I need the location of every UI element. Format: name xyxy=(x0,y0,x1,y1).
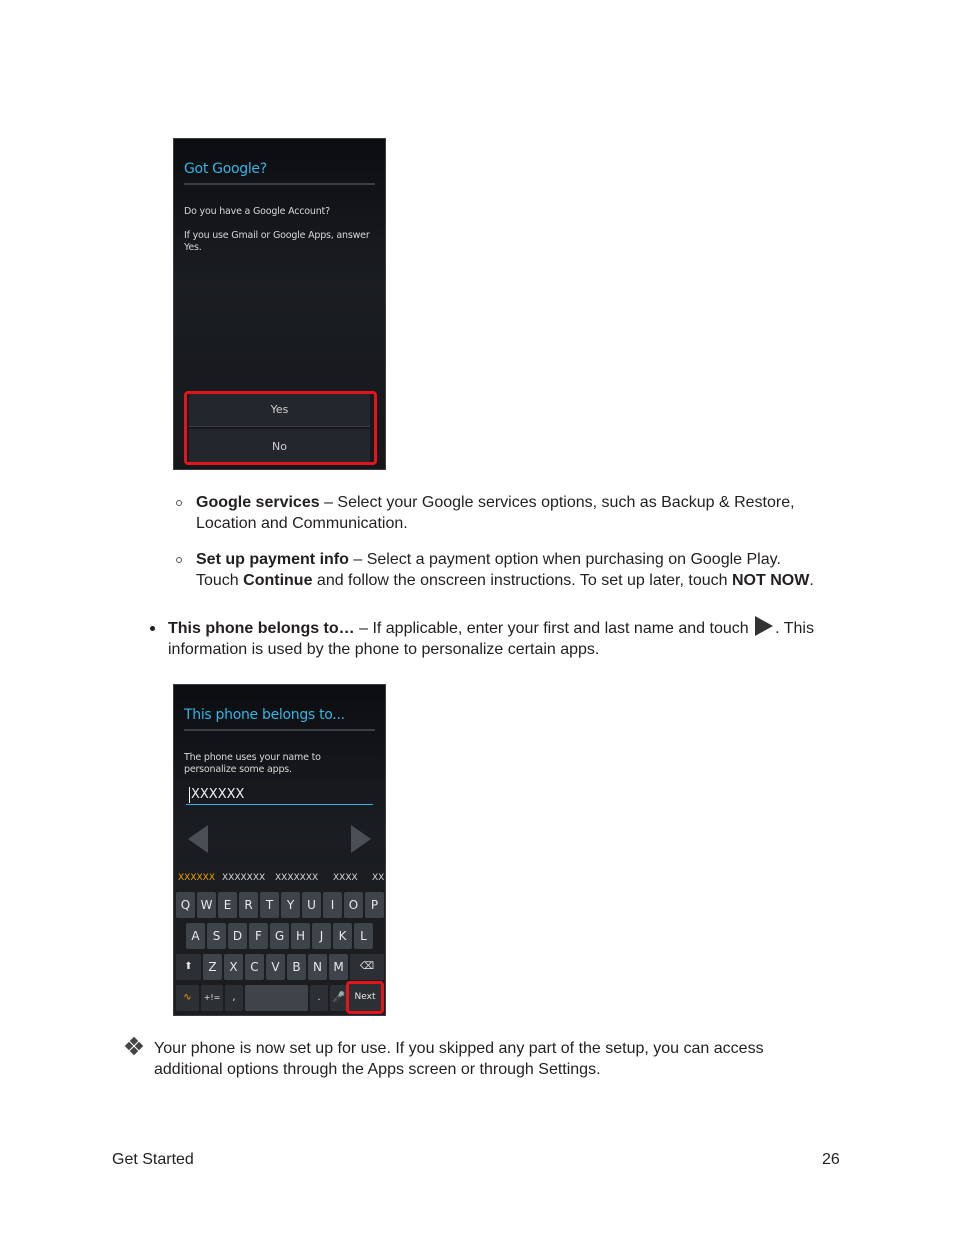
bullet-payment-info xyxy=(196,549,846,591)
key[interactable]: U xyxy=(302,892,321,918)
period-key[interactable]: . xyxy=(310,985,328,1011)
key-row-2 xyxy=(174,920,385,951)
back-arrow-icon[interactable] xyxy=(188,825,208,853)
question-text: Do you have a Google Account? xyxy=(184,206,330,217)
shift-key-icon[interactable]: ⬆ xyxy=(176,954,201,980)
key[interactable]: V xyxy=(266,954,285,980)
key[interactable]: Z xyxy=(203,954,222,980)
microphone-key-icon[interactable]: 🎤 xyxy=(330,985,348,1011)
key[interactable]: A xyxy=(186,923,205,949)
suggestion-bar xyxy=(174,867,385,889)
screen-title: This phone belongs to... xyxy=(184,707,345,723)
description-text: The phone uses your name to personalize some apps. xyxy=(184,752,321,775)
key[interactable]: D xyxy=(228,923,247,949)
backspace-key-icon[interactable]: ⌫ xyxy=(350,954,384,980)
bullet-text: . xyxy=(809,572,814,589)
footer-section: Get Started xyxy=(112,1151,194,1168)
key[interactable]: O xyxy=(344,892,363,918)
swype-key-icon[interactable]: ∿ xyxy=(176,985,199,1011)
key[interactable]: B xyxy=(287,954,306,980)
highlight-box xyxy=(184,391,377,465)
hint-text: If you use Gmail or Google Apps, answer Yes. xyxy=(184,230,370,253)
key[interactable]: F xyxy=(249,923,268,949)
title-divider xyxy=(184,729,375,731)
bullet-text: – Select a payment option when purchasing on Google Play. xyxy=(348,551,781,568)
key[interactable]: C xyxy=(245,954,264,980)
symbols-key[interactable]: +!= xyxy=(201,985,223,1011)
bullet-term: Set up payment info xyxy=(196,551,349,568)
bullet-text: . This information is used by the phone to personalize certain apps. xyxy=(168,620,814,658)
key[interactable]: L xyxy=(354,923,373,949)
suggestion-item[interactable]: XXXXXXX xyxy=(275,873,319,883)
key[interactable]: E xyxy=(218,892,237,918)
key[interactable]: N xyxy=(308,954,327,980)
dot-bullet xyxy=(150,626,155,631)
name-input[interactable]: XXXXXX xyxy=(186,785,373,805)
key[interactable]: W xyxy=(197,892,216,918)
bullet-term: Google services xyxy=(196,494,320,511)
bullet-term: This phone belongs to… xyxy=(168,620,355,637)
keyboard xyxy=(174,867,385,1015)
diamonds-bullet-icon xyxy=(126,1038,143,1055)
bullet-google-services xyxy=(196,492,836,534)
key-row-3 xyxy=(174,951,385,982)
not-now-term: NOT NOW xyxy=(731,572,810,589)
no-button[interactable]: No xyxy=(189,429,370,464)
next-arrow-icon xyxy=(755,616,773,636)
key[interactable]: I xyxy=(323,892,342,918)
bullet-phone-belongs xyxy=(168,616,848,660)
key[interactable]: M xyxy=(329,954,348,980)
suggestion-item[interactable]: XXXXXXX xyxy=(222,873,266,883)
page-number: 26 xyxy=(822,1151,840,1168)
final-note: Your phone is now set up for use. If you skipped any part of the setup, you can access additional options through the Apps screen or through Settings. xyxy=(154,1040,764,1078)
key-row-1 xyxy=(174,889,385,920)
key[interactable]: G xyxy=(270,923,289,949)
title-divider xyxy=(184,183,375,185)
bullet-text: – If applicable, enter your first and last name and touch xyxy=(354,620,754,637)
key[interactable]: K xyxy=(333,923,352,949)
key[interactable]: T xyxy=(260,892,279,918)
got-google-screenshot xyxy=(173,138,386,470)
circle-bullet xyxy=(176,557,182,563)
comma-key[interactable]: , xyxy=(225,985,243,1011)
key[interactable]: Y xyxy=(281,892,300,918)
circle-bullet xyxy=(176,500,182,506)
phone-belongs-screenshot xyxy=(173,684,386,1016)
bullet-text: Touch xyxy=(196,572,244,589)
yes-button[interactable]: Yes xyxy=(189,392,370,427)
bullet-text: – Select your Google services options, such as Backup & Restore, Location and Communication. xyxy=(196,494,795,532)
bullet-text: and follow the onscreen instructions. To set up later, touch xyxy=(312,572,732,589)
screen-title: Got Google? xyxy=(184,161,267,177)
suggestion-item[interactable]: XXXX xyxy=(333,873,358,883)
key[interactable]: S xyxy=(207,923,226,949)
key[interactable]: P xyxy=(365,892,384,918)
key[interactable]: J xyxy=(312,923,331,949)
key[interactable]: R xyxy=(239,892,258,918)
continue-term: Continue xyxy=(243,572,313,589)
suggestion-item[interactable]: XXXXXX xyxy=(178,873,215,883)
next-key[interactable]: Next xyxy=(346,981,384,1014)
key[interactable]: Q xyxy=(176,892,195,918)
space-key[interactable] xyxy=(245,985,308,1011)
suggestion-item[interactable]: XX xyxy=(372,873,385,883)
next-arrow-icon[interactable] xyxy=(351,825,371,853)
key[interactable]: H xyxy=(291,923,310,949)
key[interactable]: X xyxy=(224,954,243,980)
